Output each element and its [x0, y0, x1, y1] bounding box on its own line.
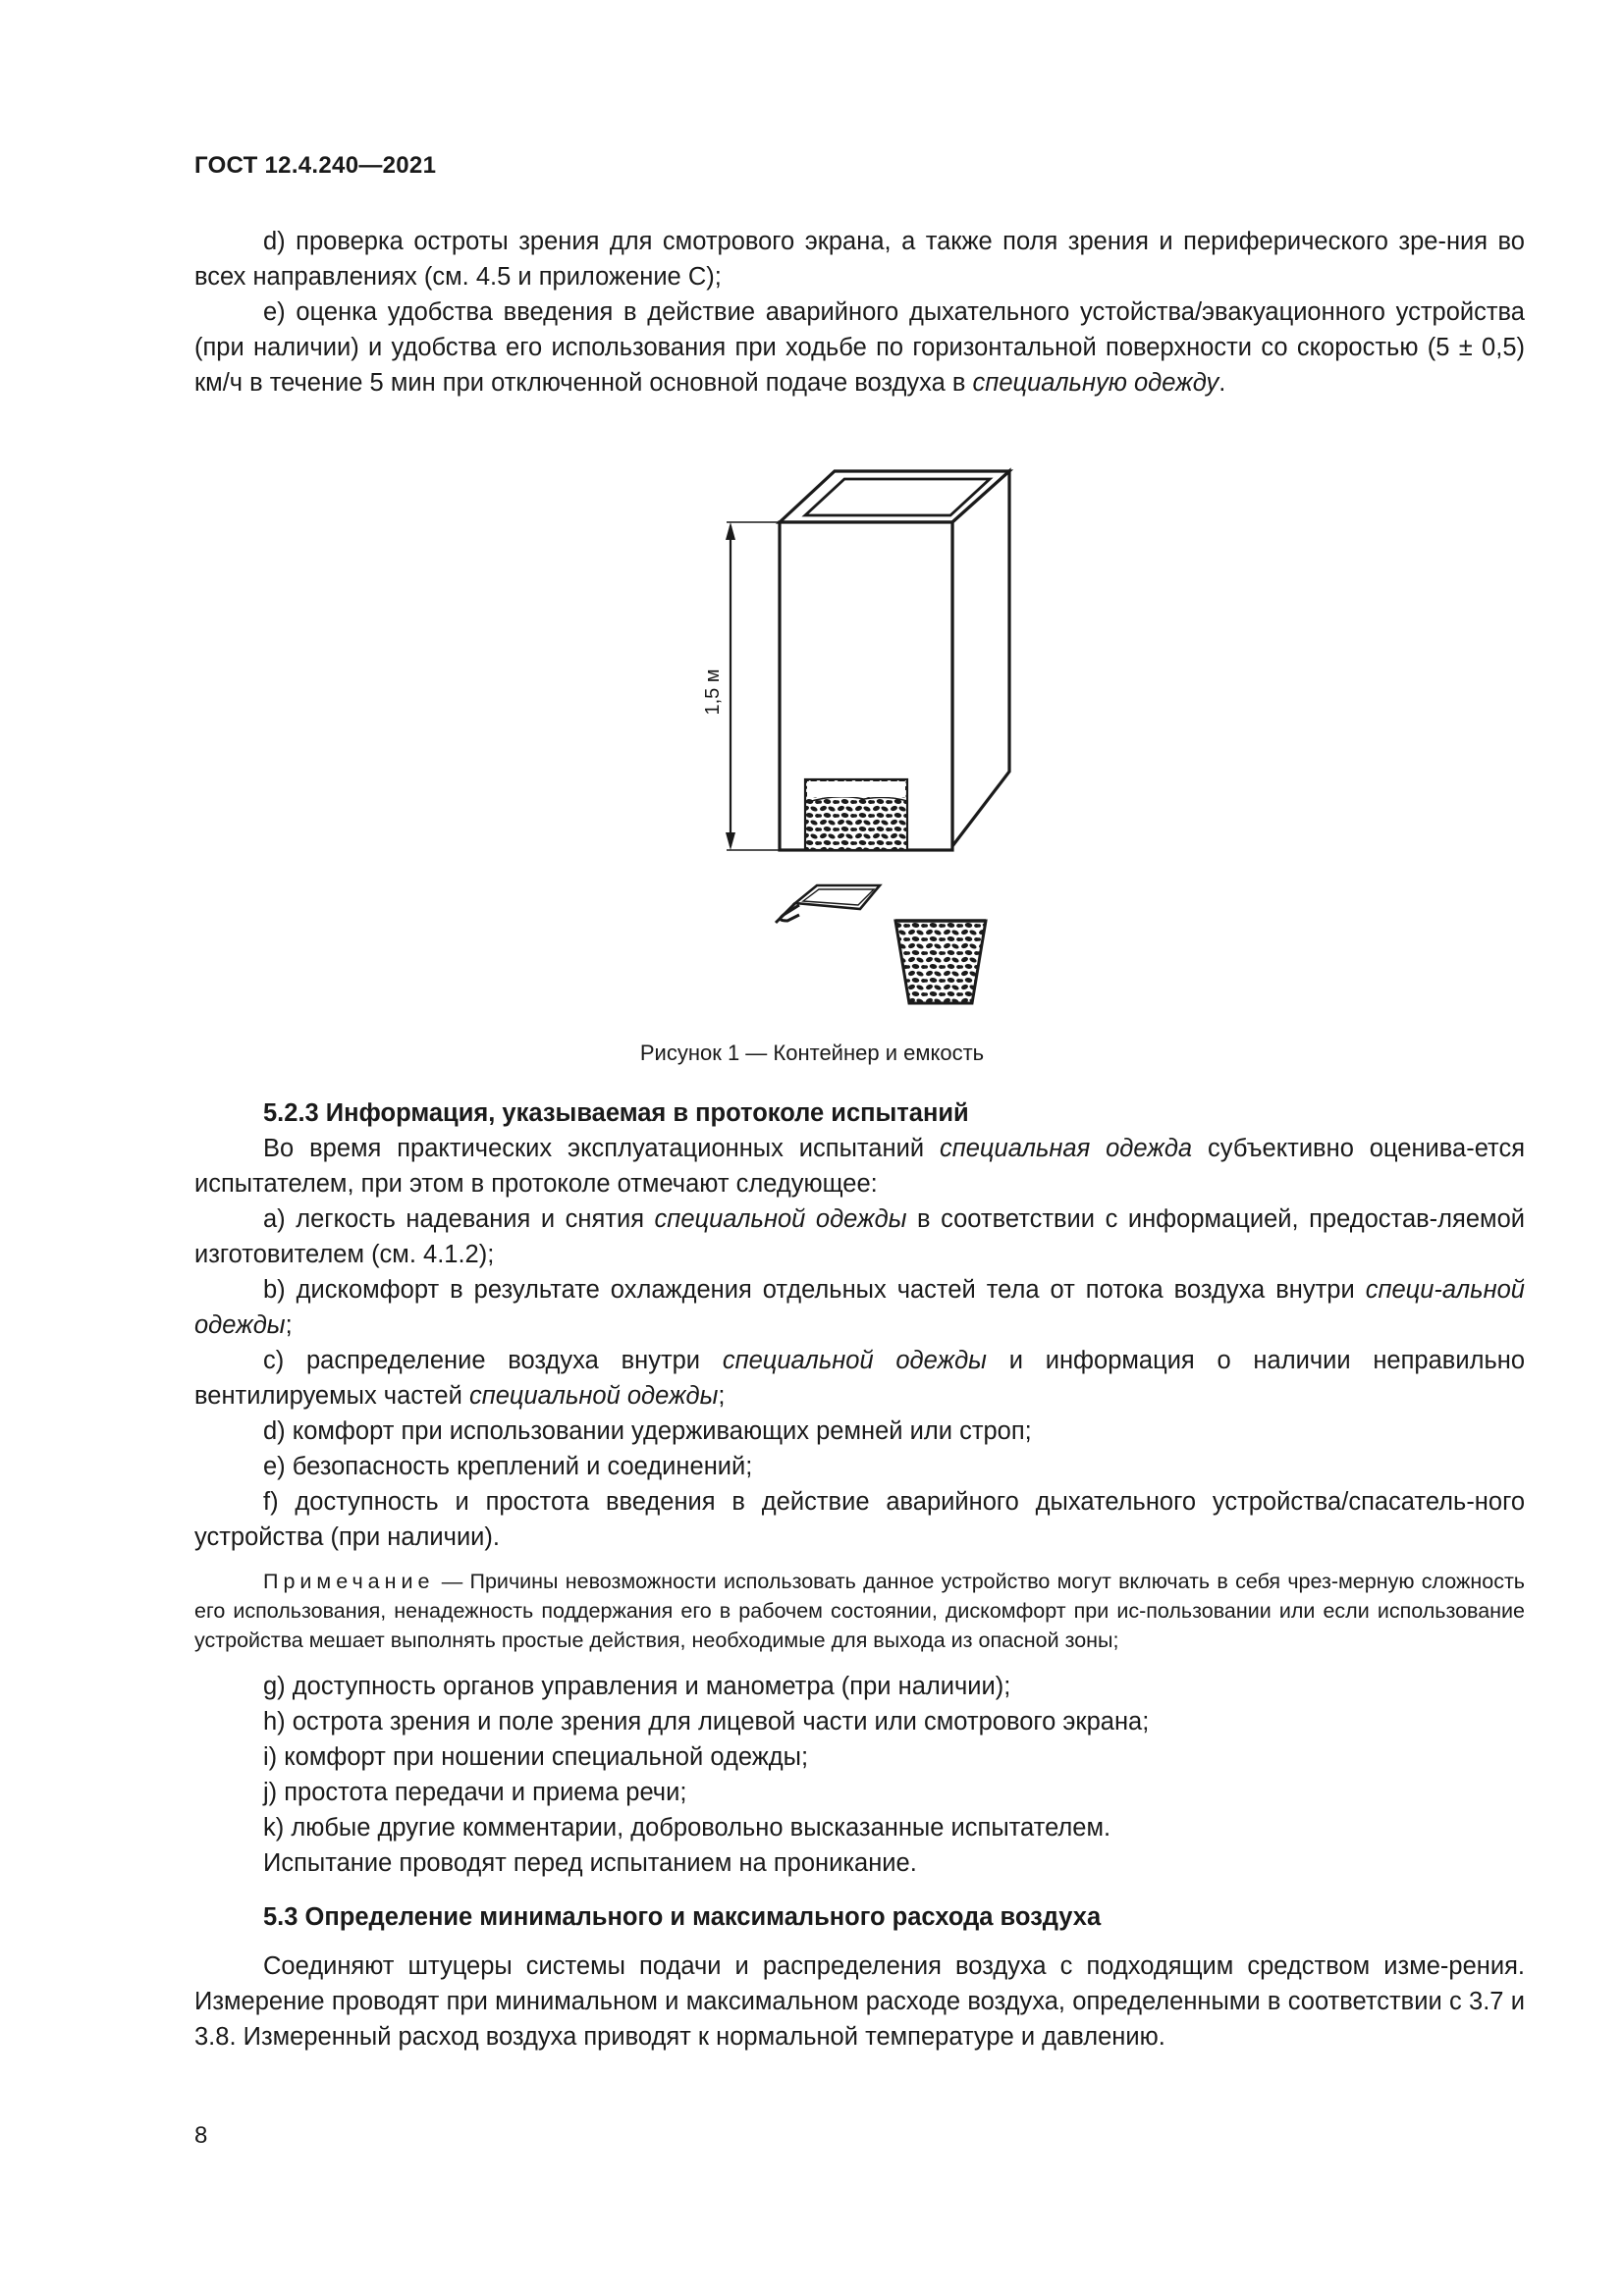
text-run: e) оценка удобства введения в действие аварийного дыхательного устойства/эвакуационного устройства (при наличии) и удобства его использования при ходьбе по горизонтальной поверхности со скоростью (5 ± 0,5) км/ч в течение 5 мин при отключенной основной подаче воздуха в	[194, 298, 1525, 397]
text-run: в соответствии с информацией, предостав-ляемой изготовителем (см. 4.1.2);	[194, 1205, 1525, 1268]
text-run: Во время практических эксплуатационных испытаний	[263, 1135, 940, 1162]
vessel	[895, 921, 986, 1003]
list-item-d	[194, 224, 1525, 294]
text-run: a) легкость надевания и снятия	[263, 1205, 655, 1233]
paragraph-intro	[194, 1131, 1525, 1201]
standard-designation: ГОСТ 12.4.240—2021	[194, 152, 437, 179]
height-dimension	[726, 522, 780, 850]
list-item-e2	[194, 1449, 1525, 1484]
figure-caption: Рисунок 1 — Контейнер и емкость	[639, 1041, 985, 1065]
text-run: b) дискомфорт в результате охлаждения отдельных частей тела от потока воздуха внутри	[263, 1276, 1366, 1304]
text-run: ;	[285, 1311, 293, 1339]
italic-term: специальной одежды	[654, 1205, 907, 1233]
text-run: c) распределение воздуха внутри	[263, 1347, 723, 1374]
page-number: 8	[194, 2122, 208, 2149]
list-item-b	[194, 1272, 1525, 1343]
note	[194, 1567, 1525, 1655]
section-heading-5-2-3: 5.2.3 Информация, указываемая в протоколе испытаний	[263, 1099, 969, 1127]
text-run: d) проверка остроты зрения для смотрового экрана, а также поля зрения и периферического зре-ния во всех направлениях (см. 4.5 и приложение С);	[194, 228, 1525, 291]
figure-container-and-vessel	[677, 461, 1051, 1011]
italic-term: специальной одежды	[468, 1382, 719, 1410]
section-5-3	[194, 1899, 1525, 2055]
section-heading-5-3: 5.3 Определение минимального и максимального расхода воздуха	[263, 1903, 1102, 1931]
dimension-label: 1,5 м	[702, 668, 724, 716]
list-item-j: j) простота передачи и приема речи;	[263, 1779, 687, 1806]
text-run: f) доступность и простота введения в действие аварийного дыхательного устройства/спасатель-ного устройства (при наличии).	[194, 1488, 1525, 1551]
text-run: e) безопасность креплений и соединений;	[263, 1453, 753, 1480]
top-list	[194, 224, 1525, 400]
list-item-g: g) доступность органов управления и манометра (при наличии);	[263, 1673, 1011, 1700]
list-after-note	[194, 1669, 1525, 1881]
list-item-h: h) острота зрения и поле зрения для лицевой части или смотрового экрана;	[263, 1708, 1150, 1735]
section-5-3-text: Соединяют штуцеры системы подачи и распределения воздуха с подходящим средством изме-рения. Измерение проводят при минимальном и максимальном расходе воздуха, определенными в соответствии с 3.7 и 3.8. Измеренный расход воздуха приводят к нормальной температуре и давлению.	[194, 1952, 1525, 2051]
note-label: Примечание	[263, 1570, 435, 1593]
italic-term: специальная одежда	[939, 1135, 1193, 1162]
text-run: ;	[718, 1382, 726, 1410]
text-run: .	[1218, 369, 1226, 397]
section-5-2-3	[194, 1095, 1525, 1881]
note-text: — Причины невозможности использовать данное устройство могут включать в себя чрез-мерную сложность его использования, ненадежность поддержания его в рабочем состоянии, дискомфорт при ис-пользовании или если использование устройства мешает выполнять простые действия, необходимые для выхода из опасной зоны;	[194, 1570, 1525, 1652]
list-item-k: k) любые другие комментарии, добровольно высказанные испытателем.	[263, 1814, 1111, 1842]
italic-term: специальную одежду	[972, 369, 1219, 397]
italic-term: специальной одежды	[722, 1347, 987, 1374]
text-run: и информация о наличии неправильно вентилируемых частей	[194, 1347, 1525, 1410]
scoop	[776, 885, 880, 923]
text-run: d) комфорт при использовании удерживающих ремней или строп;	[263, 1417, 1032, 1445]
closing-sentence: Испытание проводят перед испытанием на проникание.	[263, 1849, 917, 1877]
list-item-e	[194, 294, 1525, 400]
list-item-i: i) комфорт при ношении специальной одежды;	[263, 1743, 809, 1771]
list-item-f	[194, 1484, 1525, 1555]
italic-term: специ-альной одежды	[194, 1276, 1525, 1339]
list-item-d2	[194, 1414, 1525, 1449]
list-item-c	[194, 1343, 1525, 1414]
list-item-a	[194, 1201, 1525, 1272]
text-run: субъективно оценива-ется испытателем, при этом в протоколе отмечают следующее:	[194, 1135, 1526, 1198]
